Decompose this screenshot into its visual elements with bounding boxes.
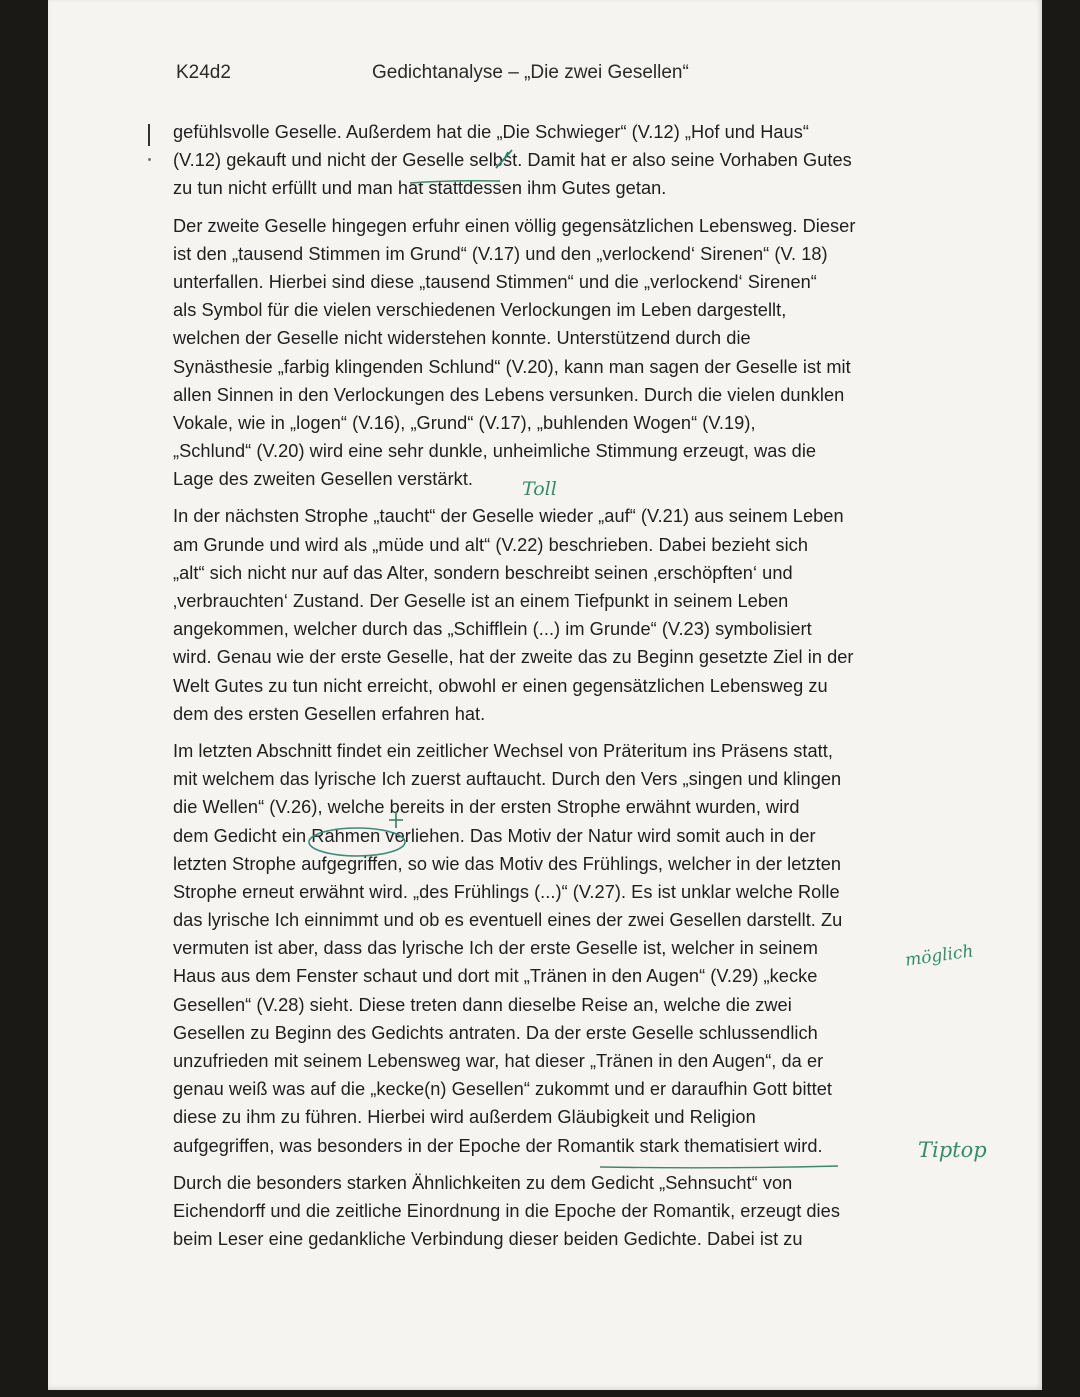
text-line: Der zweite Geselle hingegen erfuhr einen völlig gegensätzlichen Lebensweg. Dieser (173, 215, 856, 236)
paragraph (173, 118, 973, 203)
text-line: angekommen, welcher durch das „Schifflein (...) im Grunde“ (V.23) symbolisiert (173, 619, 812, 640)
paragraph (173, 737, 973, 1160)
text-line: Welt Gutes zu tun nicht erreicht, obwohl er einen gegensätzlichen Lebensweg zu (173, 675, 828, 696)
text-line: Synästhesie „farbig klingenden Schlund“ (V.20), kann man sagen der Geselle ist mit (173, 356, 851, 377)
text-line: dem Gedicht ein Rahmen verliehen. Das Motiv der Natur wird somit auch in der (173, 825, 816, 846)
text-line: am Grunde und wird als „müde und alt“ (V.22) beschrieben. Dabei bezieht sich (173, 534, 808, 555)
text-line: beim Leser eine gedankliche Verbindung dieser beiden Gedichte. Dabei ist zu (173, 1229, 803, 1250)
annotation-toll: Toll (522, 478, 557, 500)
annotation-moeglich: möglich (903, 941, 975, 971)
text-line: allen Sinnen in den Verlockungen des Lebens versunken. Durch die vielen dunklen (173, 384, 845, 405)
paragraph (173, 1169, 973, 1254)
text-line: unzufrieden mit seinem Lebensweg war, hat dieser „Tränen in den Augen“, da er (173, 1051, 824, 1071)
paragraph (173, 212, 973, 494)
text-line: gefühlsvolle Geselle. Außerdem hat die „Die Schwieger“ (V.12) „Hof und Haus“ (173, 122, 809, 142)
text-line: zu tun nicht erfüllt und man hat stattdessen ihm Gutes getan. (173, 178, 667, 199)
text-line: Eichendorff und die zeitliche Einordnung in die Epoche der Romantik, erzeugt dies (173, 1200, 840, 1221)
text-line: In der nächsten Strophe „taucht“ der Geselle wieder „auf“ (V.21) aus seinem Leben (173, 506, 844, 527)
text-line: Lage des zweiten Gesellen verstärkt. (173, 469, 474, 490)
text-line: die Wellen“ (V.26), welche bereits in der ersten Strophe erwähnt wurden, wird (173, 797, 800, 818)
text-line: „Schlund“ (V.20) wird eine sehr dunkle, unheimliche Stimmung erzeugt, was die (173, 441, 817, 462)
text-line: diese zu ihm zu führen. Hierbei wird außerdem Gläubigkeit und Religion (173, 1107, 756, 1128)
text-line: Haus aus dem Fenster schaut und dort mit „Tränen in den Augen“ (V.29) „kecke (173, 966, 818, 987)
text-line: Gesellen“ (V.28) sieht. Diese treten dann dieselbe Reise an, welche die zwei (173, 994, 792, 1015)
annotation-tiptop: Tiptop (918, 1138, 987, 1162)
text-line: unterfallen. Hierbei sind diese „tausend Stimmen“ und die „verlockend‘ Sirenen“ (173, 271, 817, 292)
text-line: (V.12) gekauft und nicht der Geselle selbst. Damit hat er also seine Vorhaben Gutes (173, 150, 852, 171)
text-line: letzten Strophe aufgegriffen, so wie das Motiv des Frühlings, welcher in der letzten (173, 853, 842, 874)
paragraph (173, 502, 973, 728)
text-line: aufgegriffen, was besonders in der Epoche der Romantik stark thematisiert wird. (173, 1135, 823, 1156)
margin-dot (148, 158, 151, 161)
margin-mark (148, 124, 150, 146)
header-code: K24d2 (176, 62, 231, 83)
text-line: genau weiß was auf die „kecke(n) Gesellen“ zukommt und er daraufhin Gott bittet (173, 1079, 833, 1100)
text-line: als Symbol für die vielen verschiedenen Verlockungen im Leben dargestellt, (173, 300, 787, 321)
text-line: mit welchem das lyrische Ich zuerst auftaucht. Durch den Vers „singen und klingen (173, 769, 842, 790)
text-line: ist den „tausend Stimmen im Grund“ (V.17) und den „verlockend‘ Sirenen“ (V. 18) (173, 243, 828, 264)
text-line: Im letzten Abschnitt findet ein zeitlicher Wechsel von Präteritum ins Präsens statt, (173, 740, 833, 761)
body-text (173, 118, 973, 1262)
text-line: Durch die besonders starken Ähnlichkeiten zu dem Gedicht „Sehnsucht“ von (173, 1172, 793, 1193)
text-line: Gesellen zu Beginn des Gedichts antraten. Da der erste Geselle schlussendlich (173, 1022, 818, 1043)
text-line: dem des ersten Gesellen erfahren hat. (173, 703, 486, 724)
text-line: „alt“ sich nicht nur auf das Alter, sondern beschreibt seinen ‚erschöpften‘ und (173, 562, 793, 583)
text-line: wird. Genau wie der erste Geselle, hat der zweite das zu Beginn gesetzte Ziel in der (173, 647, 854, 668)
text-line: vermuten ist aber, dass das lyrische Ich der erste Geselle ist, welcher in seinem (173, 938, 818, 959)
text-line: welchen der Geselle nicht widerstehen konnte. Unterstützend durch die (173, 328, 751, 349)
text-line: das lyrische Ich einnimmt und ob es eventuell eines der zwei Gesellen darstellt. Zu (173, 910, 843, 931)
text-line: ‚verbrauchten‘ Zustand. Der Geselle ist an einem Tiefpunkt in seinem Leben (173, 591, 789, 611)
header-title: Gedichtanalyse – „Die zwei Gesellen“ (372, 62, 689, 83)
text-line: Vokale, wie in „logen“ (V.16), „Grund“ (V.17), „buhlenden Wogen“ (V.19), (173, 412, 756, 433)
text-line: Strophe erneut erwähnt wird. „des Frühlings (...)“ (V.27). Es ist unklar welche Rolle (173, 881, 840, 902)
